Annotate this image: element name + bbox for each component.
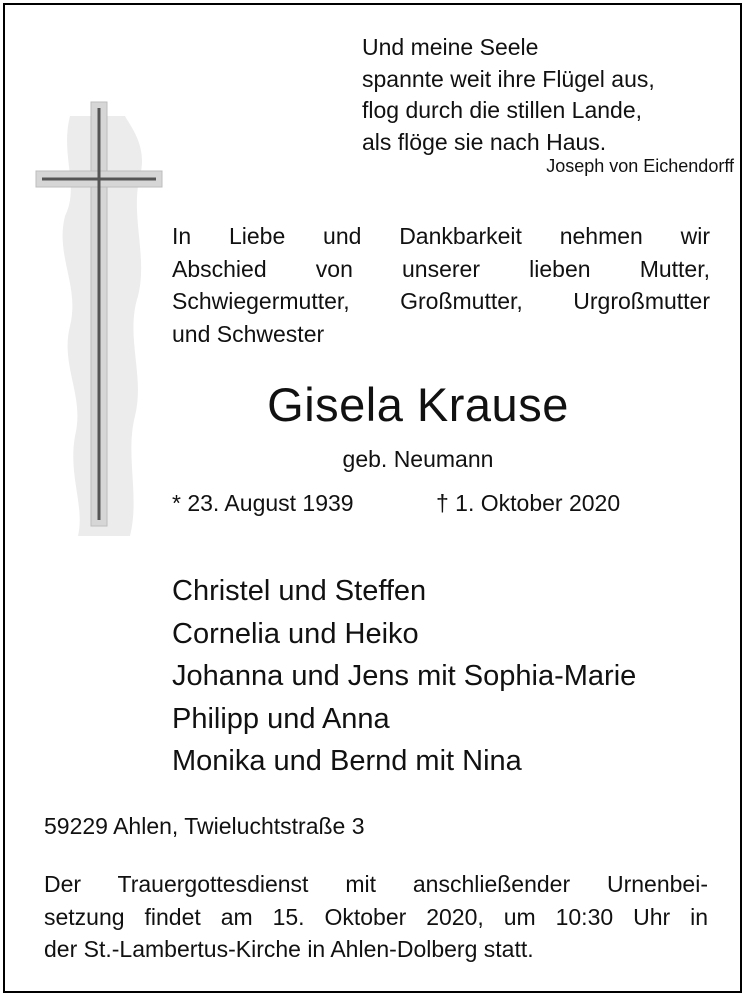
service-notice: [44, 868, 708, 966]
poem-line: flog durch die stillen Lande,: [362, 97, 643, 123]
mourner-entry: Johanna und Jens mit Sophia-Marie: [172, 660, 637, 692]
service-line: setzung findet am 15. Oktober 2020, um 10:30 Uhr in: [44, 903, 708, 930]
maiden-name: geb. Neumann: [342, 446, 494, 472]
mourner-entry: Christel und Steffen: [172, 575, 427, 607]
service-line: der St.-Lambertus-Kirche in Ahlen-Dolberg statt.: [44, 936, 534, 962]
birth-date: * 23. August 1939: [172, 490, 354, 516]
cross-icon: [30, 96, 170, 546]
poem-line: als flöge sie nach Haus.: [362, 128, 607, 155]
deceased-name: Gisela Krause: [267, 378, 569, 431]
mourners-list: [172, 570, 636, 783]
poem-line: Und meine Seele: [362, 34, 539, 60]
poem: [362, 32, 655, 158]
service-line: Der Trauergottesdienst mit anschließender Urnenbei-: [44, 871, 708, 897]
death-date: † 1. Oktober 2020: [436, 490, 621, 516]
intro-line: Schwiegermutter, Großmutter, Urgroßmutter: [172, 288, 710, 314]
intro-line: Abschied von unserer lieben Mutter,: [172, 255, 710, 282]
poem-author: Joseph von Eichendorff: [546, 156, 734, 176]
intro-line: und Schwester: [172, 320, 325, 347]
poem-line: spannte weit ihre Flügel aus,: [362, 65, 655, 92]
mourner-entry: Cornelia und Heiko: [172, 617, 419, 650]
intro-text: [172, 220, 710, 350]
intro-line: In Liebe und Dankbarkeit nehmen wir: [172, 223, 710, 249]
mourner-entry: Monika und Bernd mit Nina: [172, 745, 522, 777]
address: 59229 Ahlen, Twieluchtstraße 3: [44, 813, 365, 839]
mourner-entry: Philipp und Anna: [172, 702, 390, 735]
